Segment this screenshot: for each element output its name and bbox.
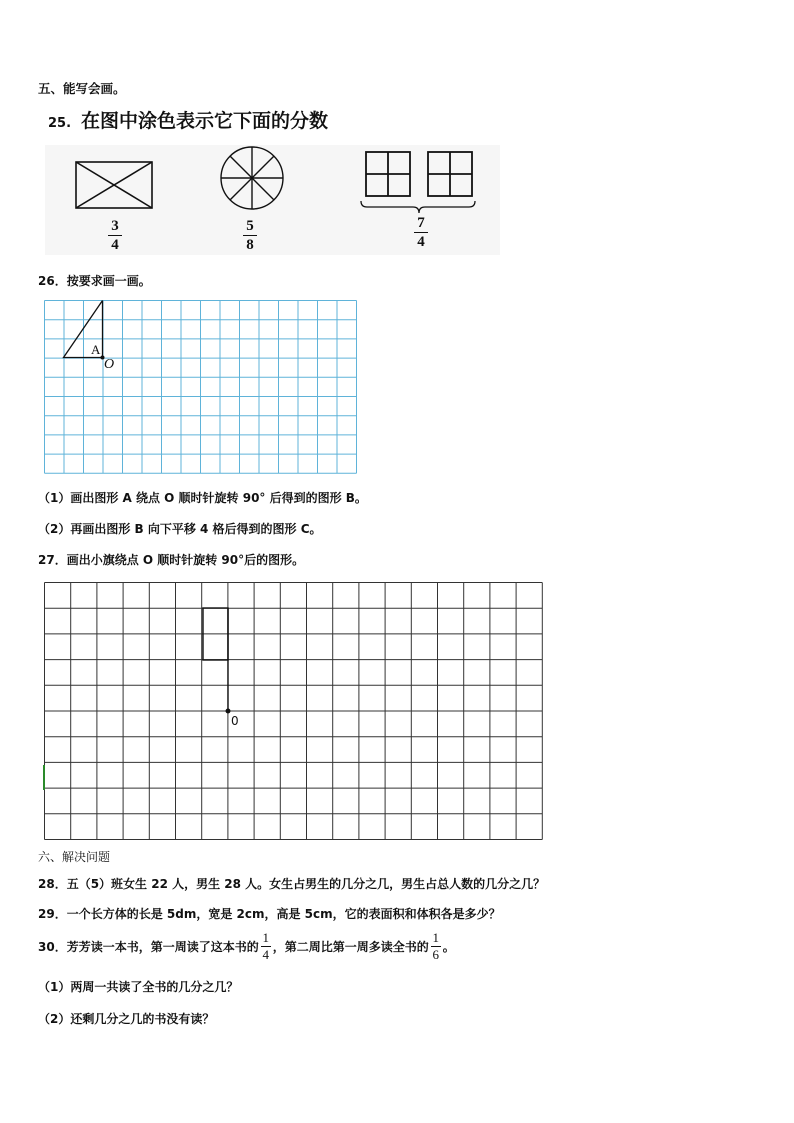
fraction-numerator: 3 — [111, 218, 119, 234]
pivot-o — [226, 709, 231, 714]
q27-label-o: 0 — [231, 714, 239, 728]
circle-figure — [221, 147, 283, 209]
fraction-bar — [243, 235, 257, 236]
fraction-bar — [414, 232, 428, 233]
fraction-bar — [108, 235, 122, 236]
fraction-denominator: 4 — [417, 234, 425, 250]
rectangle-figure — [76, 162, 152, 208]
label-a: A — [91, 342, 101, 357]
q30-text-c: 。 — [442, 940, 455, 954]
fraction-5-8 — [243, 218, 257, 253]
fraction-3-4 — [108, 218, 122, 253]
q26-sub1: （1）画出图形 A 绕点 O 顺时针旋转 90° 后得到的图形 B。 — [38, 491, 367, 505]
squares-figure — [366, 152, 472, 196]
q30-text-b: ，第二周比第一周多读全书的 — [272, 940, 429, 954]
q30-sub2: （2）还剩几分之几的书没有读？ — [38, 1012, 215, 1026]
q25-heading — [48, 106, 328, 133]
q29-text: 29．一个长方体的长是 5dm，宽是 2cm，高是 5cm，它的表面积和体积各是多少？ — [38, 907, 501, 921]
fraction-7-4 — [414, 215, 428, 250]
fraction-numerator: 7 — [417, 215, 425, 231]
fraction-numerator: 5 — [246, 218, 254, 234]
q26-title: 26．按要求画一画。 — [38, 274, 151, 288]
label-o: O — [104, 357, 115, 372]
fraction-numerator: 1 — [262, 930, 269, 945]
q26-grid — [40, 296, 362, 478]
fraction-denominator: 4 — [262, 947, 269, 962]
q25-number: 25. — [48, 116, 72, 131]
q26-sub2: （2）再画出图形 B 向下平移 4 格后得到的图形 C。 — [38, 522, 322, 536]
q30-text-a: 30．芳芳读一本书，第一周读了这本书的 — [38, 940, 259, 954]
q30-sub1: （1）两周一共读了全书的几分之几？ — [38, 980, 239, 994]
fraction-denominator: 8 — [246, 237, 254, 253]
q30-text — [38, 931, 455, 962]
q25-text: 在图中涂色表示它下面的分数 — [81, 110, 329, 132]
fraction-denominator: 6 — [432, 947, 439, 962]
fraction-denominator: 4 — [111, 237, 119, 253]
section6-title: 六、解决问题 — [38, 850, 111, 864]
q28-text: 28．五（5）班女生 22 人，男生 28 人。女生占男生的几分之几，男生占总人数的几分之几？ — [38, 877, 546, 891]
flag — [203, 608, 228, 711]
brace — [361, 201, 475, 213]
section5-title: 五、能写会画。 — [38, 81, 126, 96]
fraction-numerator: 1 — [432, 930, 439, 945]
q27-title: 27．画出小旗绕点 O 顺时针旋转 90°后的图形。 — [38, 553, 305, 567]
q30-fraction-1-4 — [261, 931, 271, 962]
q30-fraction-1-6 — [431, 931, 441, 962]
q27-grid — [40, 580, 548, 842]
